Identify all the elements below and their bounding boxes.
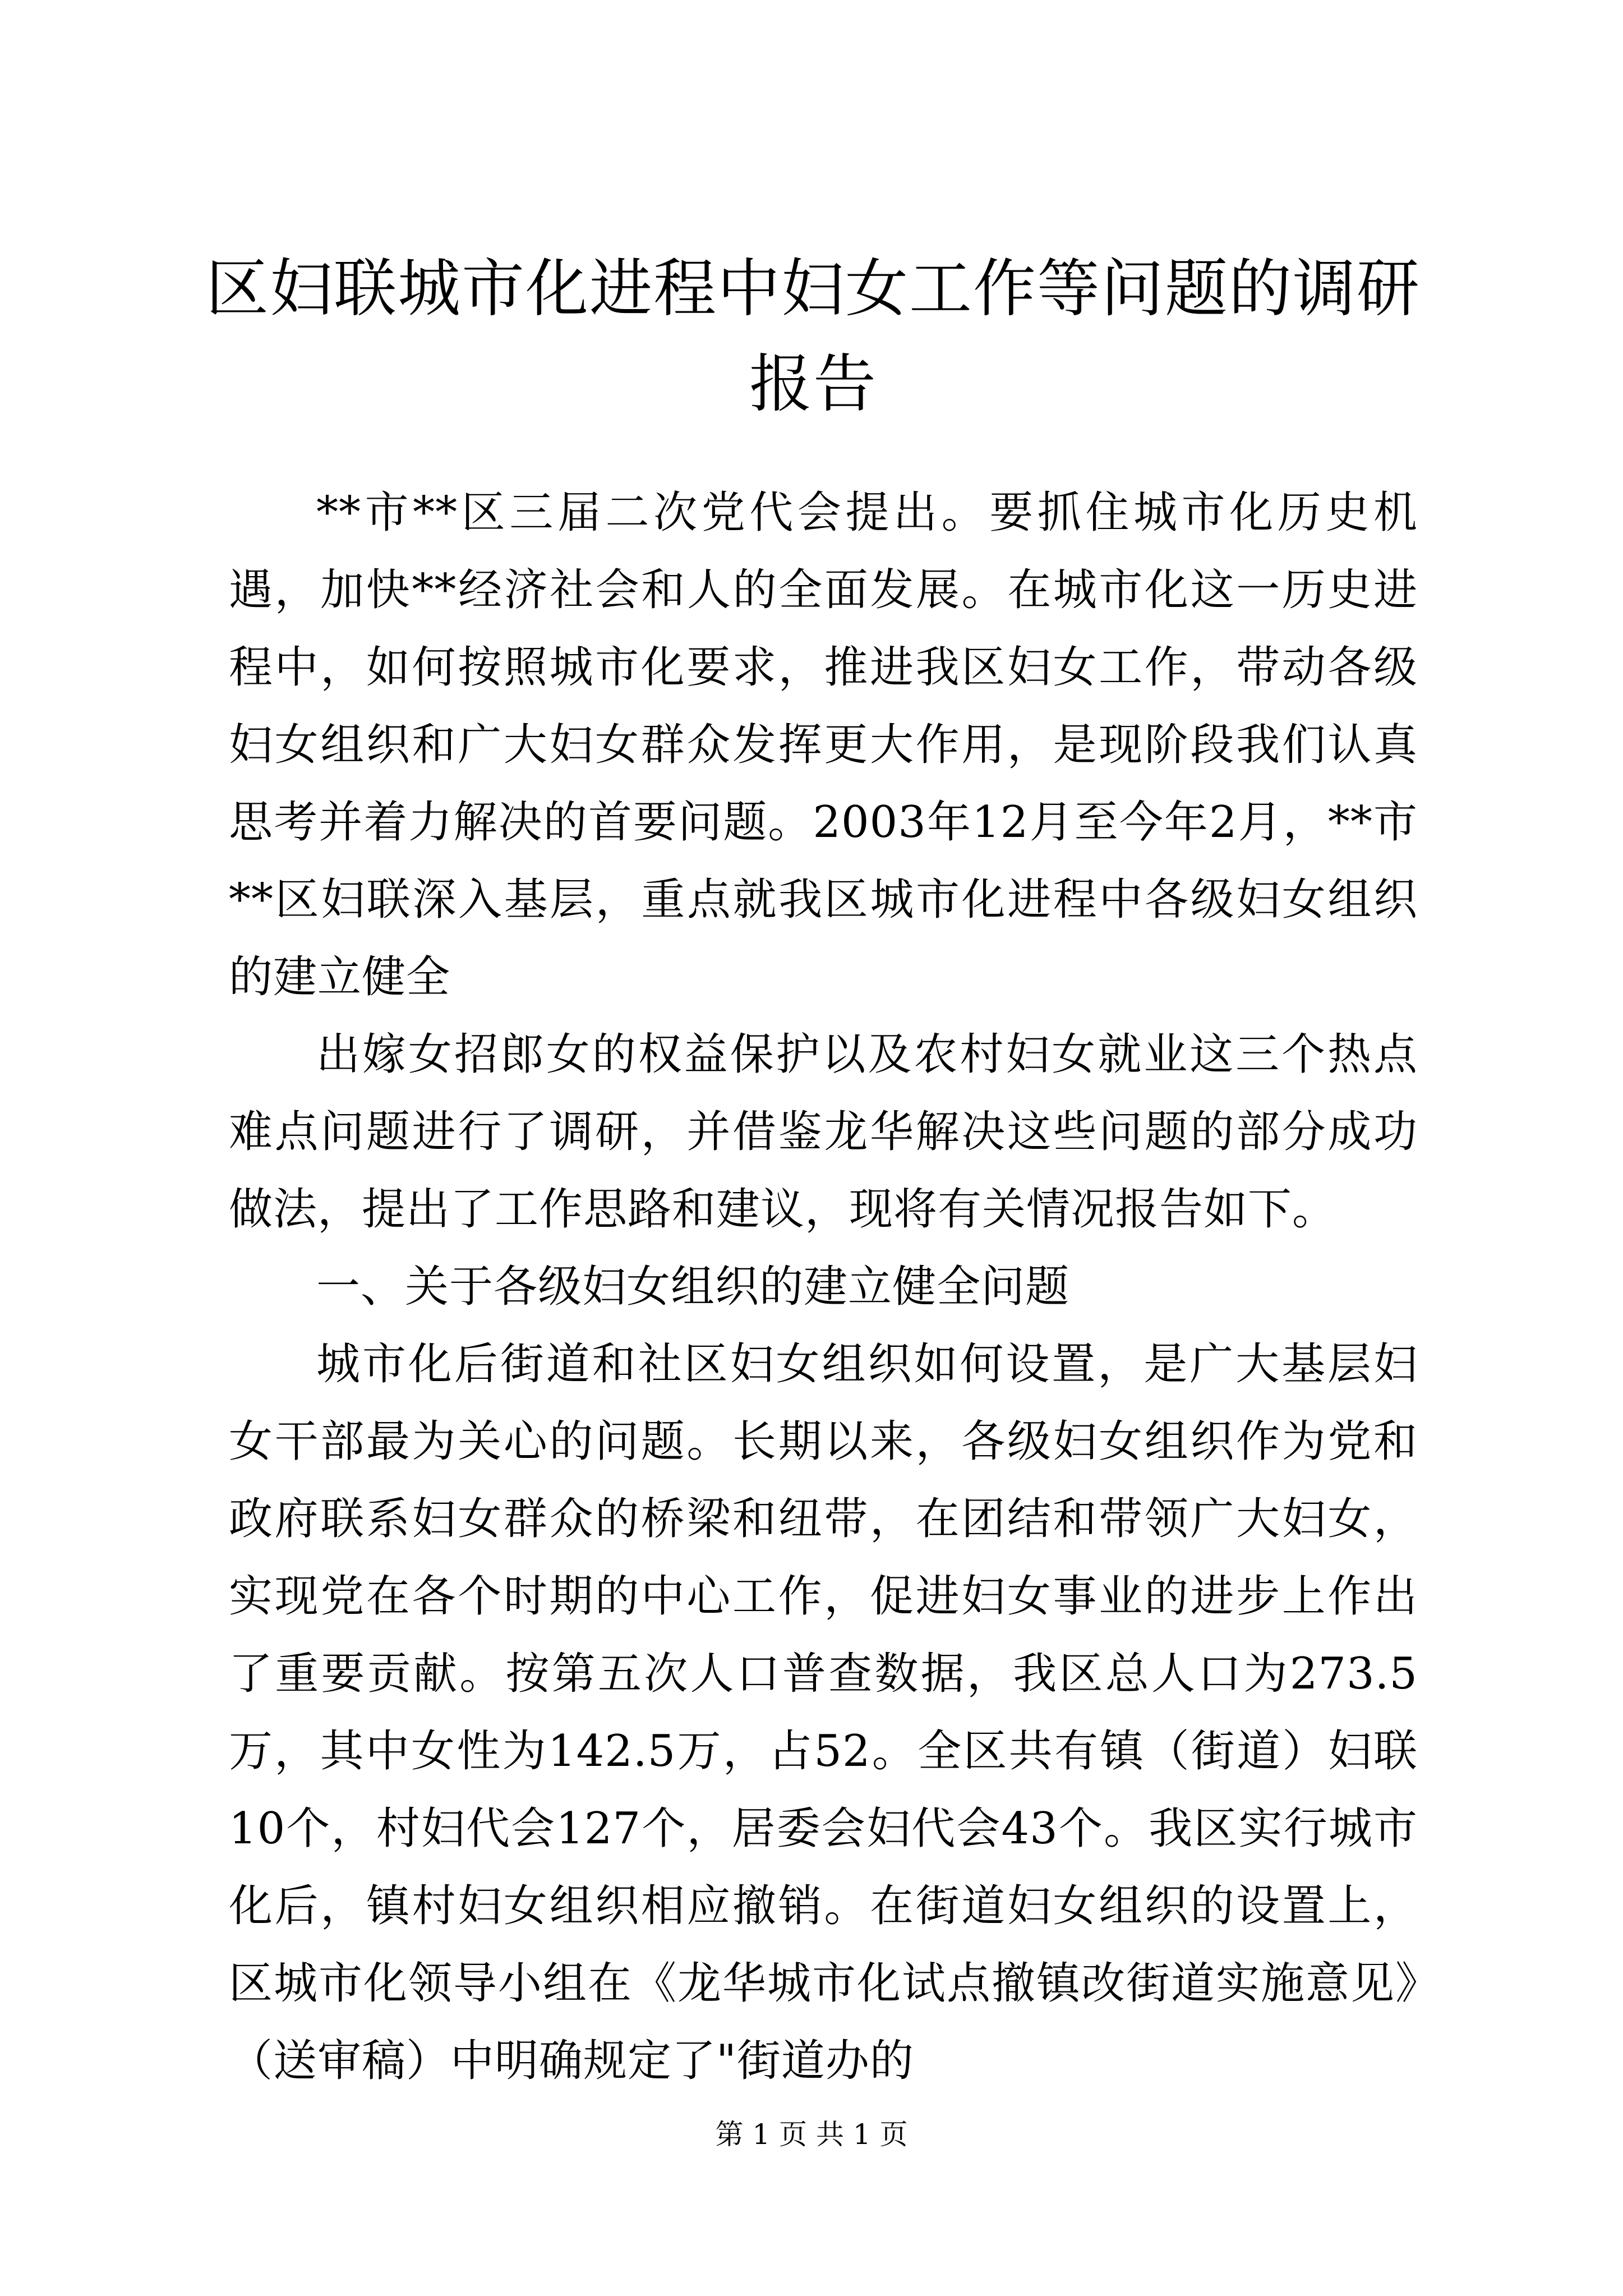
paragraph-continuation: 出嫁女招郎女的权益保护以及农村妇女就业这三个热点难点问题进行了调研，并借鉴龙华解决这些问题的部分成功做法，提出了工作思路和建议，现将有关情况报告如下。 [229, 1029, 1418, 1235]
section-heading: 一、关于各级妇女组织的建立健全问题 [316, 1262, 1070, 1312]
paragraph-section-one: 城市化后街道和社区妇女组织如何设置，是广大基层妇女干部最为关心的问题。长期以来，各级妇女组织作为党和政府联系妇女群众的桥梁和纽带，在团结和带领广大妇女，实现党在各个时期的中心工作，促进妇女事业的进步上作出了重要贡献。按第五次人口普查数据，我区总人口为273.5万，其中女性为142.5万，占52。全区共有镇（街道）妇联10个，村妇代会127个，居委会妇代会43个。我区实行城市化后，镇村妇女组织相应撤销。在街道妇女组织的设置上，区城市化领导小组在《龙华城市化试点撤镇改街道实施意见》（送审稿）中明确规定了"街道办的 [229, 1339, 1418, 2086]
page-footer: 第 1 页 共 1 页 [715, 2118, 908, 2151]
document-body [229, 474, 1418, 2100]
paragraph-intro: **市**区三届二次党代会提出。要抓住城市化历史机遇，加快**经济社会和人的全面发展。在城市化这一历史进程中，如何按照城市化要求，推进我区妇女工作，带动各级妇女组织和广大妇女群众发挥更大作用，是现阶段我们认真思考并着力解决的首要问题。2003年12月至今年2月，**市**区妇联深入基层，重点就我区城市化进程中各级妇女组织的建立健全 [229, 487, 1418, 1002]
document-title: 区妇联城市化进程中妇女工作等问题的调研报告 [206, 252, 1421, 421]
